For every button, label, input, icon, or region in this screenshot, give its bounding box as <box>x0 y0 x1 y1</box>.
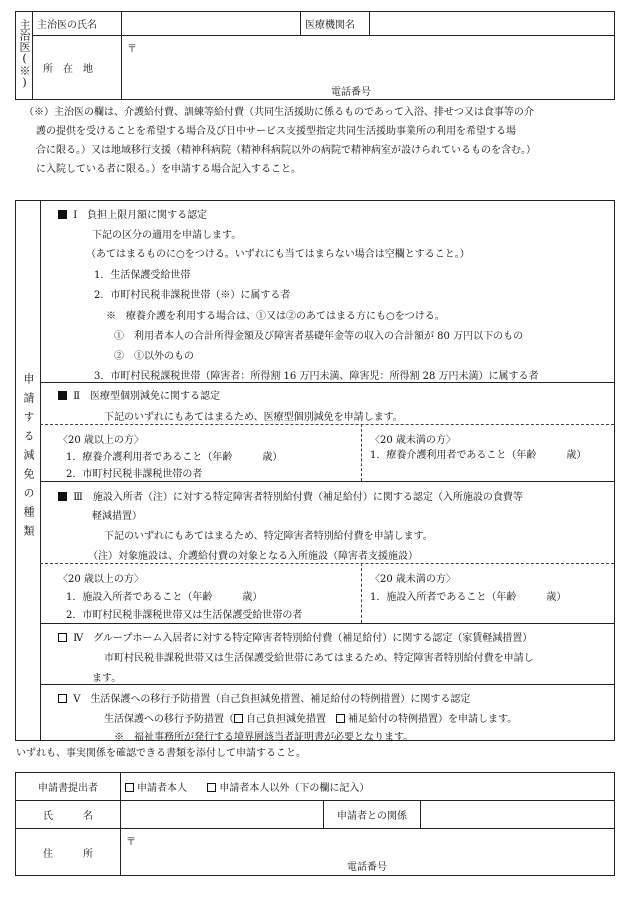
section-5-line-1a: 生活保護への移行予防措置（ <box>104 714 234 725</box>
section-1-choice-2: ② ①以外のもの <box>114 351 194 362</box>
submitter-postal-mark: 〒 <box>126 837 136 848</box>
section-2-over-1: 1．療養介護利用者であること（年齢 歳） <box>66 452 283 463</box>
doctor-note-line-3: 合に限る。）又は地域移行支援（精神科病院（精神科病院以外の病院で精神病室が設けられているものを含む。） <box>36 145 536 156</box>
doctor-name-field[interactable] <box>122 12 301 36</box>
supplement-special-checkbox[interactable] <box>336 714 345 723</box>
section-4-title: Ⅳ グループホーム入居者に対する特定障害者特別給付費（補足給付）に関する認定（家賃軽減措置） <box>73 633 533 644</box>
section-5-title-row[interactable] <box>58 690 470 705</box>
section-3-note: （注）対象施設は、介護給付費の対象となる入所施設（障害者支援施設） <box>88 551 418 562</box>
relation-field[interactable] <box>421 801 615 829</box>
doctor-note-line-1: （※）主治医の欄は、介護給付費、訓練等給付費（共同生活援助に係るものであって入浴、排せつ又は食事等の介 <box>24 107 534 118</box>
submitter-address-label: 住 所 <box>16 829 121 876</box>
section-1-line-2: （あてはまるものに○をつける。いずれにも当てはまらない場合は空欄とすること。） <box>86 249 470 260</box>
section-1-choice-1: ① 利用者本人の合計所得金額及び障害者基礎年金等の収入の合計額が 80 万円以下のもの <box>114 331 524 342</box>
section-2-split <box>361 424 362 481</box>
section-3-over-head: 〈20 歳以上の方〉 <box>58 574 144 585</box>
doctor-address-field[interactable] <box>122 36 615 100</box>
section-3-title-row[interactable] <box>58 488 523 503</box>
doctor-name-label: 主治医の氏名 <box>33 12 122 36</box>
section-3-under-1: 1．施設入所者であること（年齢 歳） <box>370 592 567 603</box>
submitter-address-field[interactable] <box>121 829 615 876</box>
section-2-over-head: 〈20 歳以上の方〉 <box>58 435 144 446</box>
submitter-self-label: 申請者本人 <box>137 783 187 794</box>
institution-field[interactable] <box>370 12 615 36</box>
section-3-split <box>361 563 362 623</box>
section-4-title-row[interactable] <box>58 629 532 644</box>
section-1-item-1: 1．生活保護受給世帯 <box>94 270 191 281</box>
doctor-note-line-4: に入院している者に限る。）を申請する場合記入すること。 <box>36 164 301 175</box>
submitter-phone-label: 電話番号 <box>347 862 387 873</box>
doctor-side-label: 主治医(※) <box>18 19 31 89</box>
section-2-title: Ⅱ 医療型個別減免に関する認定 <box>73 391 220 402</box>
section-2-line-1: 下記のいずれにもあてはまるため、医療型個別減免を申請します。 <box>104 412 403 423</box>
section-2-checkbox[interactable] <box>58 391 67 400</box>
section-5-line-1 <box>104 710 517 725</box>
self-burden-checkbox[interactable] <box>234 714 243 723</box>
postal-mark: 〒 <box>127 44 137 55</box>
submitter-self-checkbox[interactable] <box>125 783 134 792</box>
reduction-side-column <box>16 201 41 740</box>
section-1-line-1: 下記の区分の適用を申請します。 <box>92 230 242 241</box>
section-1-title: Ⅰ 負担上限月額に関する認定 <box>73 210 208 221</box>
divider-5 <box>40 623 614 624</box>
section-3-title: Ⅲ 施設入所者（注）に対する特定障害者特別給付費（補足給付）に関する認定（入所施設の食費等 <box>73 492 523 503</box>
section-2-under-head: 〈20 歳未満の方〉 <box>370 435 456 446</box>
section-3-over-1: 1．施設入所者であること（年齢 歳） <box>66 592 263 603</box>
section-3-checkbox[interactable] <box>58 492 67 501</box>
self-burden-label: 自己負担減免措置 <box>246 714 336 725</box>
submitter-label: 申請書提出者 <box>16 773 121 801</box>
divider-3 <box>40 481 614 482</box>
institution-label: 医療機関名 <box>301 12 370 36</box>
section-1-item-2: 2．市町村民税非課税世帯（※）に属する者 <box>94 290 291 301</box>
section-4-line-1: 市町村民税非課税世帯又は生活保護受給世帯にあてはまるため、特定障害者特別給付費を申請し <box>104 653 534 664</box>
section-1-title-row[interactable] <box>58 206 207 221</box>
divider-1 <box>40 382 614 383</box>
section-3-title-2: 軽減措置） <box>92 511 142 522</box>
doctor-table <box>15 11 615 100</box>
submitter-options <box>121 773 615 801</box>
section-4-line-2: ます。 <box>92 673 122 684</box>
doctor-note <box>24 103 614 179</box>
submitter-other-label: 申請者本人以外（下の欄に記入） <box>219 783 370 794</box>
section-2-title-row[interactable] <box>58 387 220 402</box>
divider-6 <box>40 684 614 685</box>
submitter-name-label: 氏 名 <box>16 801 121 829</box>
section-1-item-2-note: ※ 療養介護を利用する場合は、①又は②のあてはまる方にも○をつける。 <box>106 311 445 322</box>
divider-2-dashed <box>40 424 614 425</box>
section-5-note: ※ 福祉事務所が発行する境界層該当者証明書が必要となります。 <box>114 732 414 743</box>
footnote: いずれも、事実関係を確認できる書類を添付して申請すること。 <box>16 748 306 759</box>
section-5-title: Ⅴ 生活保護への移行予防措置（自己負担減免措置、補足給付の特例措置）に関する認定 <box>73 694 471 705</box>
submitter-table <box>15 772 615 876</box>
section-3-over-2: 2．市町村民税非課税世帯又は生活保護受給世帯の者 <box>66 610 303 621</box>
supplement-special-label: 補足給付の特例措置）を申請します。 <box>348 714 518 725</box>
section-2-under-1: 1．療養介護利用者であること（年齢 歳） <box>370 450 587 461</box>
section-1-item-3: 3．市町村民税課税世帯（障害者：所得割 16 万円未満、障害児：所得割 28 万円未満）に属する者 <box>94 371 539 382</box>
section-1-checkbox[interactable] <box>58 210 67 219</box>
reduction-box <box>15 200 615 741</box>
divider-4-dashed <box>40 563 614 564</box>
doctor-phone-label: 電話番号 <box>331 87 371 98</box>
submitter-name-field[interactable] <box>121 801 324 829</box>
section-5-checkbox[interactable] <box>58 694 67 703</box>
section-2-over-2: 2．市町村民税非課税世帯の者 <box>66 469 203 480</box>
section-4-checkbox[interactable] <box>58 633 67 642</box>
section-3-under-head: 〈20 歳未満の方〉 <box>370 574 456 585</box>
relation-label: 申請者との関係 <box>324 801 421 829</box>
section-3-line-1: 下記のいずれにもあてはまるため、特定障害者特別給付費を申請します。 <box>104 531 433 542</box>
doctor-note-line-2: 護の提供を受けることを希望する場合及び日中サービス支援型指定共同生活援助事業所の利用を希望する場 <box>36 126 516 137</box>
submitter-other-checkbox[interactable] <box>207 783 216 792</box>
doctor-side-label-cell <box>16 12 33 100</box>
doctor-address-label: 所 在 地 <box>33 36 122 100</box>
reduction-side-label: 申請する減免の種類 <box>22 373 35 544</box>
